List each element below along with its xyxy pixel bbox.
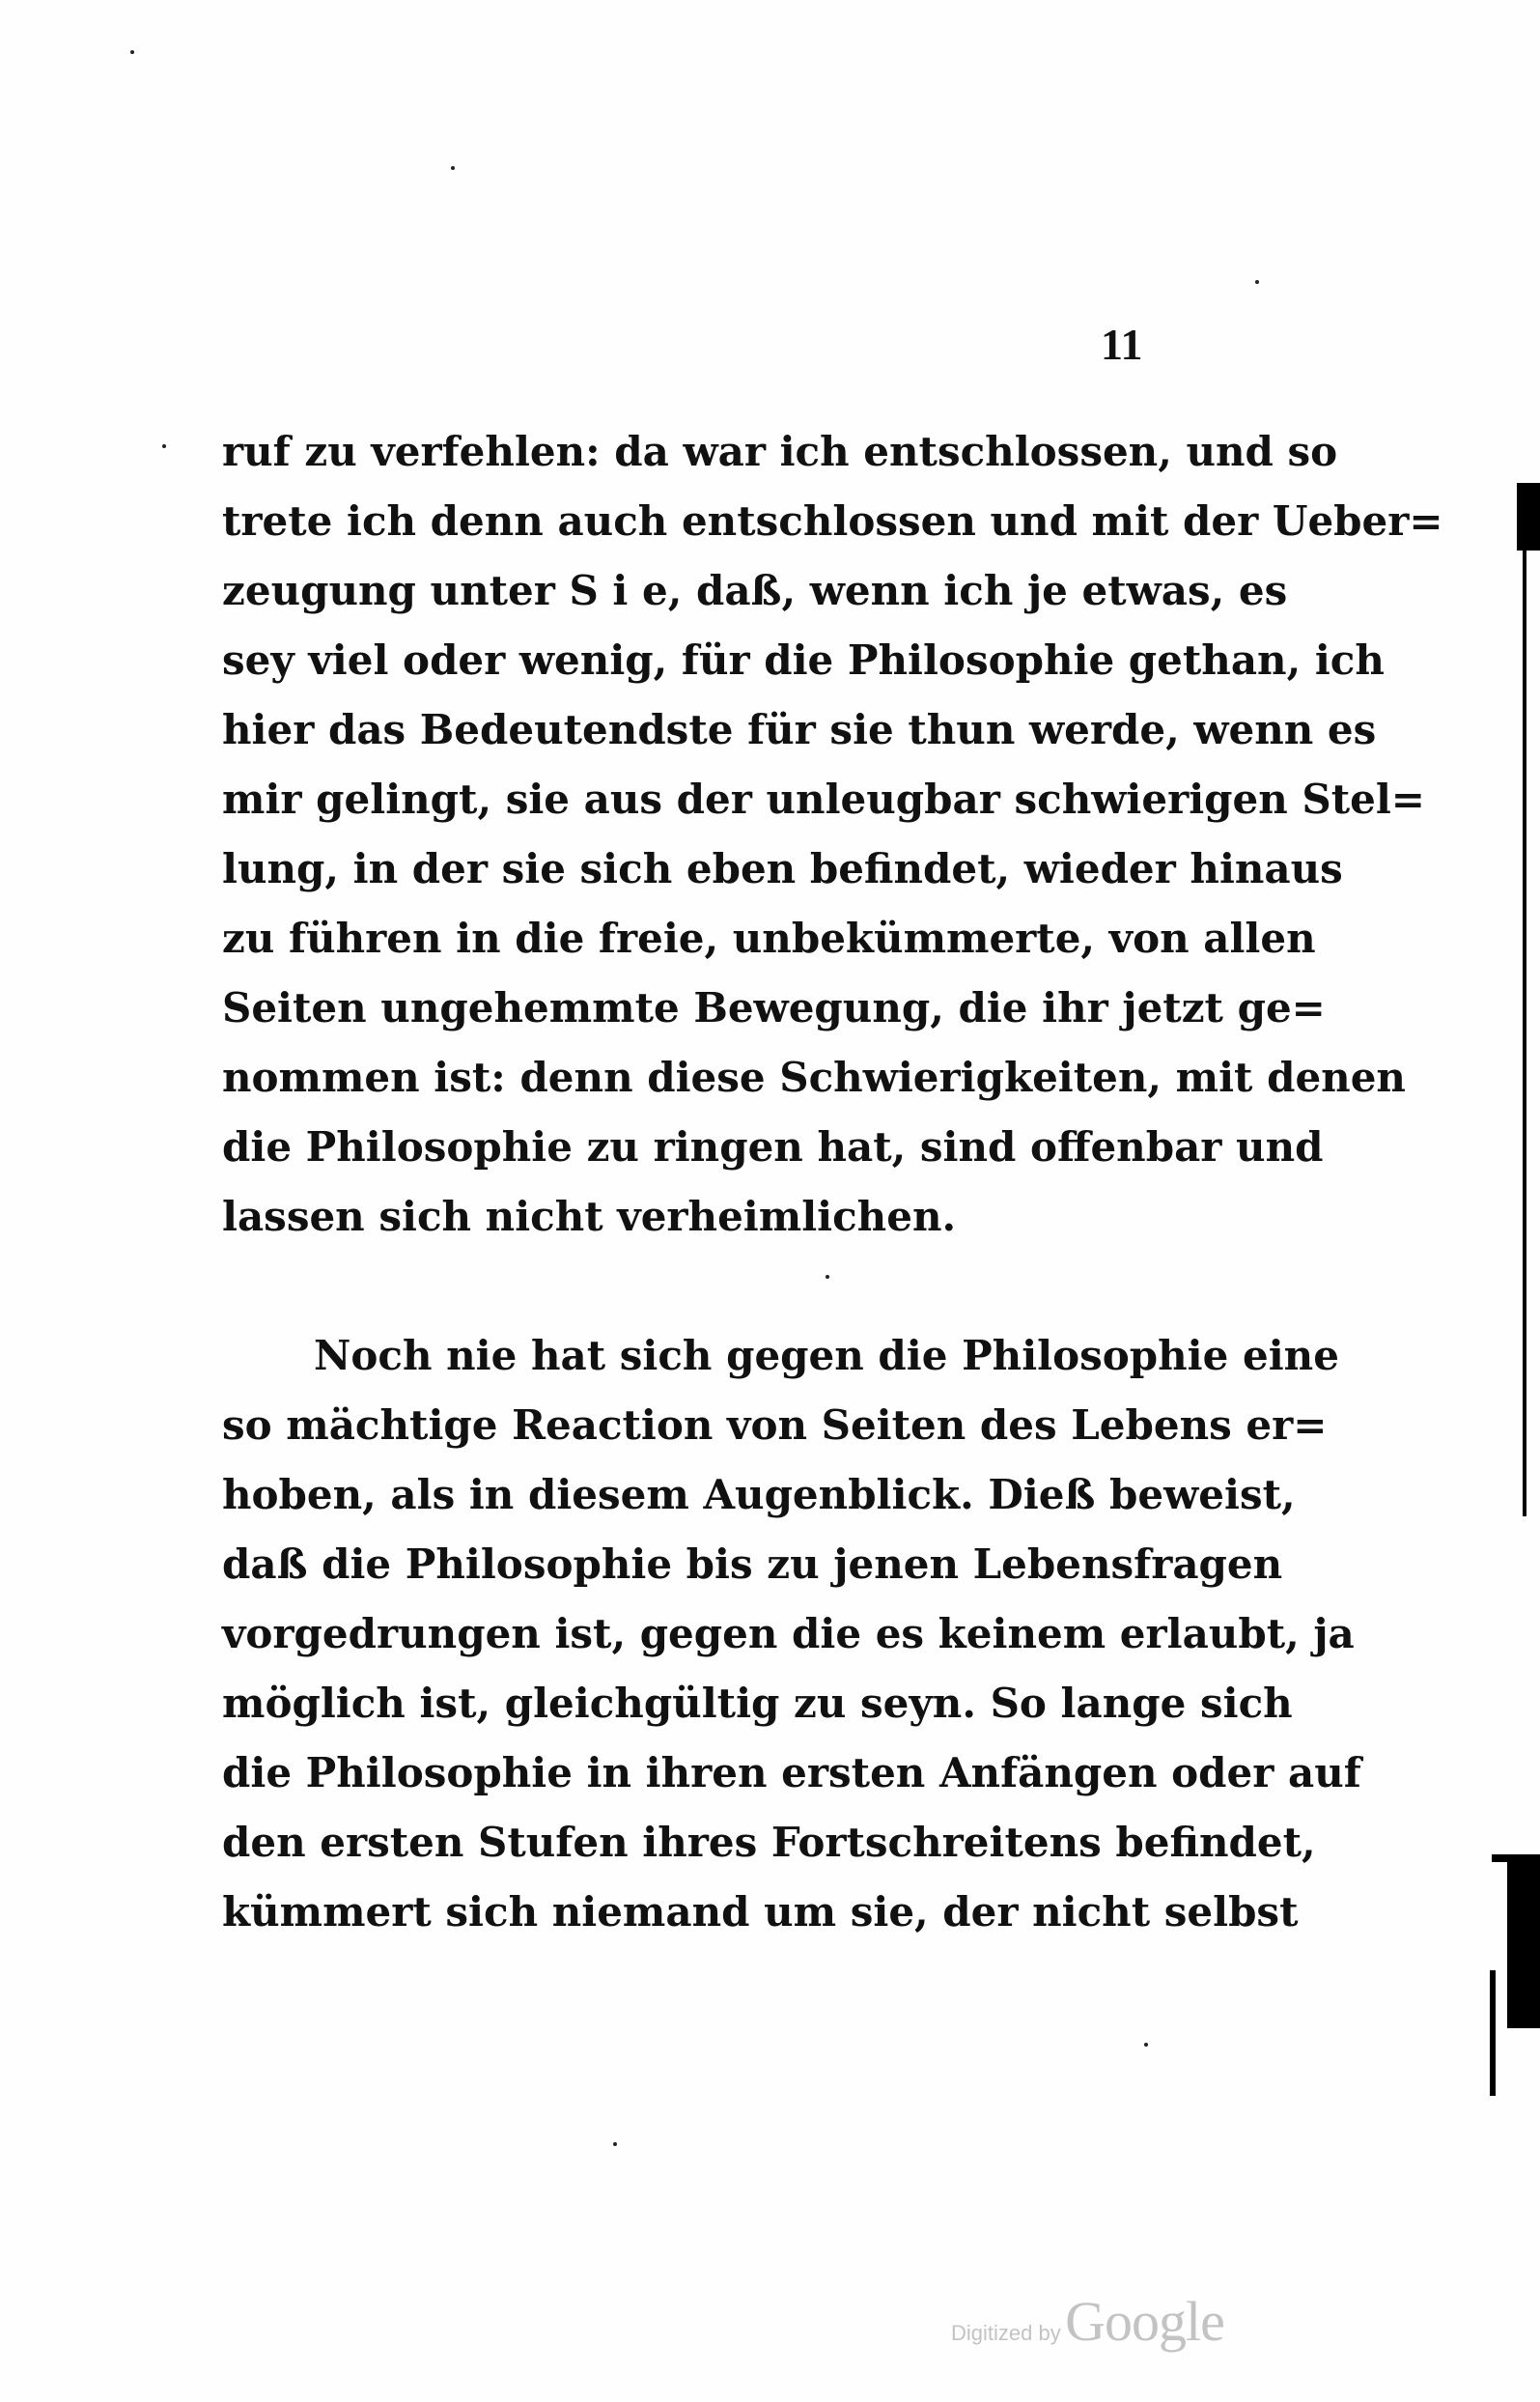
text-line: so mächtige Reaction von Seiten des Lebens er= xyxy=(222,1401,1328,1449)
text-line: lung, in der sie sich eben befindet, wieder hinaus xyxy=(222,845,1343,892)
text-line: mir gelingt, sie aus der unleugbar schwierigen Stel= xyxy=(222,776,1425,823)
scan-edge-artifact xyxy=(1480,464,1540,2163)
text-line: trete ich denn auch entschlossen und mit der Ueber= xyxy=(222,497,1443,545)
text-line: ruf zu verfehlen: da war ich entschlossen, und so xyxy=(222,428,1338,475)
watermark-prefix: Digitized by xyxy=(951,2321,1061,2345)
text-line: kümmert sich niemand um sie, der nicht selbst xyxy=(222,1888,1299,1936)
text-line: nommen ist: denn diese Schwierigkeiten, mit denen xyxy=(222,1054,1406,1101)
text-line: die Philosophie in ihren ersten Anfängen oder auf xyxy=(222,1749,1361,1796)
scan-speck xyxy=(1144,2043,1148,2047)
page-number: 11 xyxy=(1101,320,1143,369)
scan-speck xyxy=(130,50,134,54)
text-line: Noch nie hat sich gegen die Philosophie eine xyxy=(314,1332,1339,1379)
text-line: hoben, als in diesem Augenblick. Dieß beweist, xyxy=(222,1471,1296,1518)
scan-speck xyxy=(613,2142,617,2146)
text-line: sey viel oder wenig, für die Philosophie gethan, ich xyxy=(222,636,1385,684)
scan-speck xyxy=(162,444,166,448)
text-line: zeugung unter S i e, daß, wenn ich je etwas, es xyxy=(222,567,1288,614)
text-line: vorgedrungen ist, gegen die es keinem erlaubt, ja xyxy=(222,1610,1355,1657)
text-line: möglich ist, gleichgültig zu seyn. So lange sich xyxy=(222,1680,1293,1727)
scan-speck xyxy=(826,1275,829,1279)
scan-speck xyxy=(451,166,455,170)
text-line: die Philosophie zu ringen hat, sind offenbar und xyxy=(222,1123,1324,1171)
digitized-by-google-watermark xyxy=(951,2289,1224,2354)
text-line: Seiten ungehemmte Bewegung, die ihr jetzt ge= xyxy=(222,984,1326,1031)
paragraph-2 xyxy=(222,1321,1361,1947)
scan-speck xyxy=(1255,280,1259,284)
text-line: daß die Philosophie bis zu jenen Lebensfragen xyxy=(222,1540,1283,1588)
paragraph-1 xyxy=(222,417,1443,1252)
text-line: zu führen in die freie, unbekümmerte, von allen xyxy=(222,915,1316,962)
text-line: hier das Bedeutendste für sie thun werde, wenn es xyxy=(222,706,1377,753)
text-line: lassen sich nicht verheimlichen. xyxy=(222,1193,957,1240)
text-line: den ersten Stufen ihres Fortschreitens befindet, xyxy=(222,1819,1316,1866)
google-logo: Google xyxy=(1065,2290,1224,2353)
